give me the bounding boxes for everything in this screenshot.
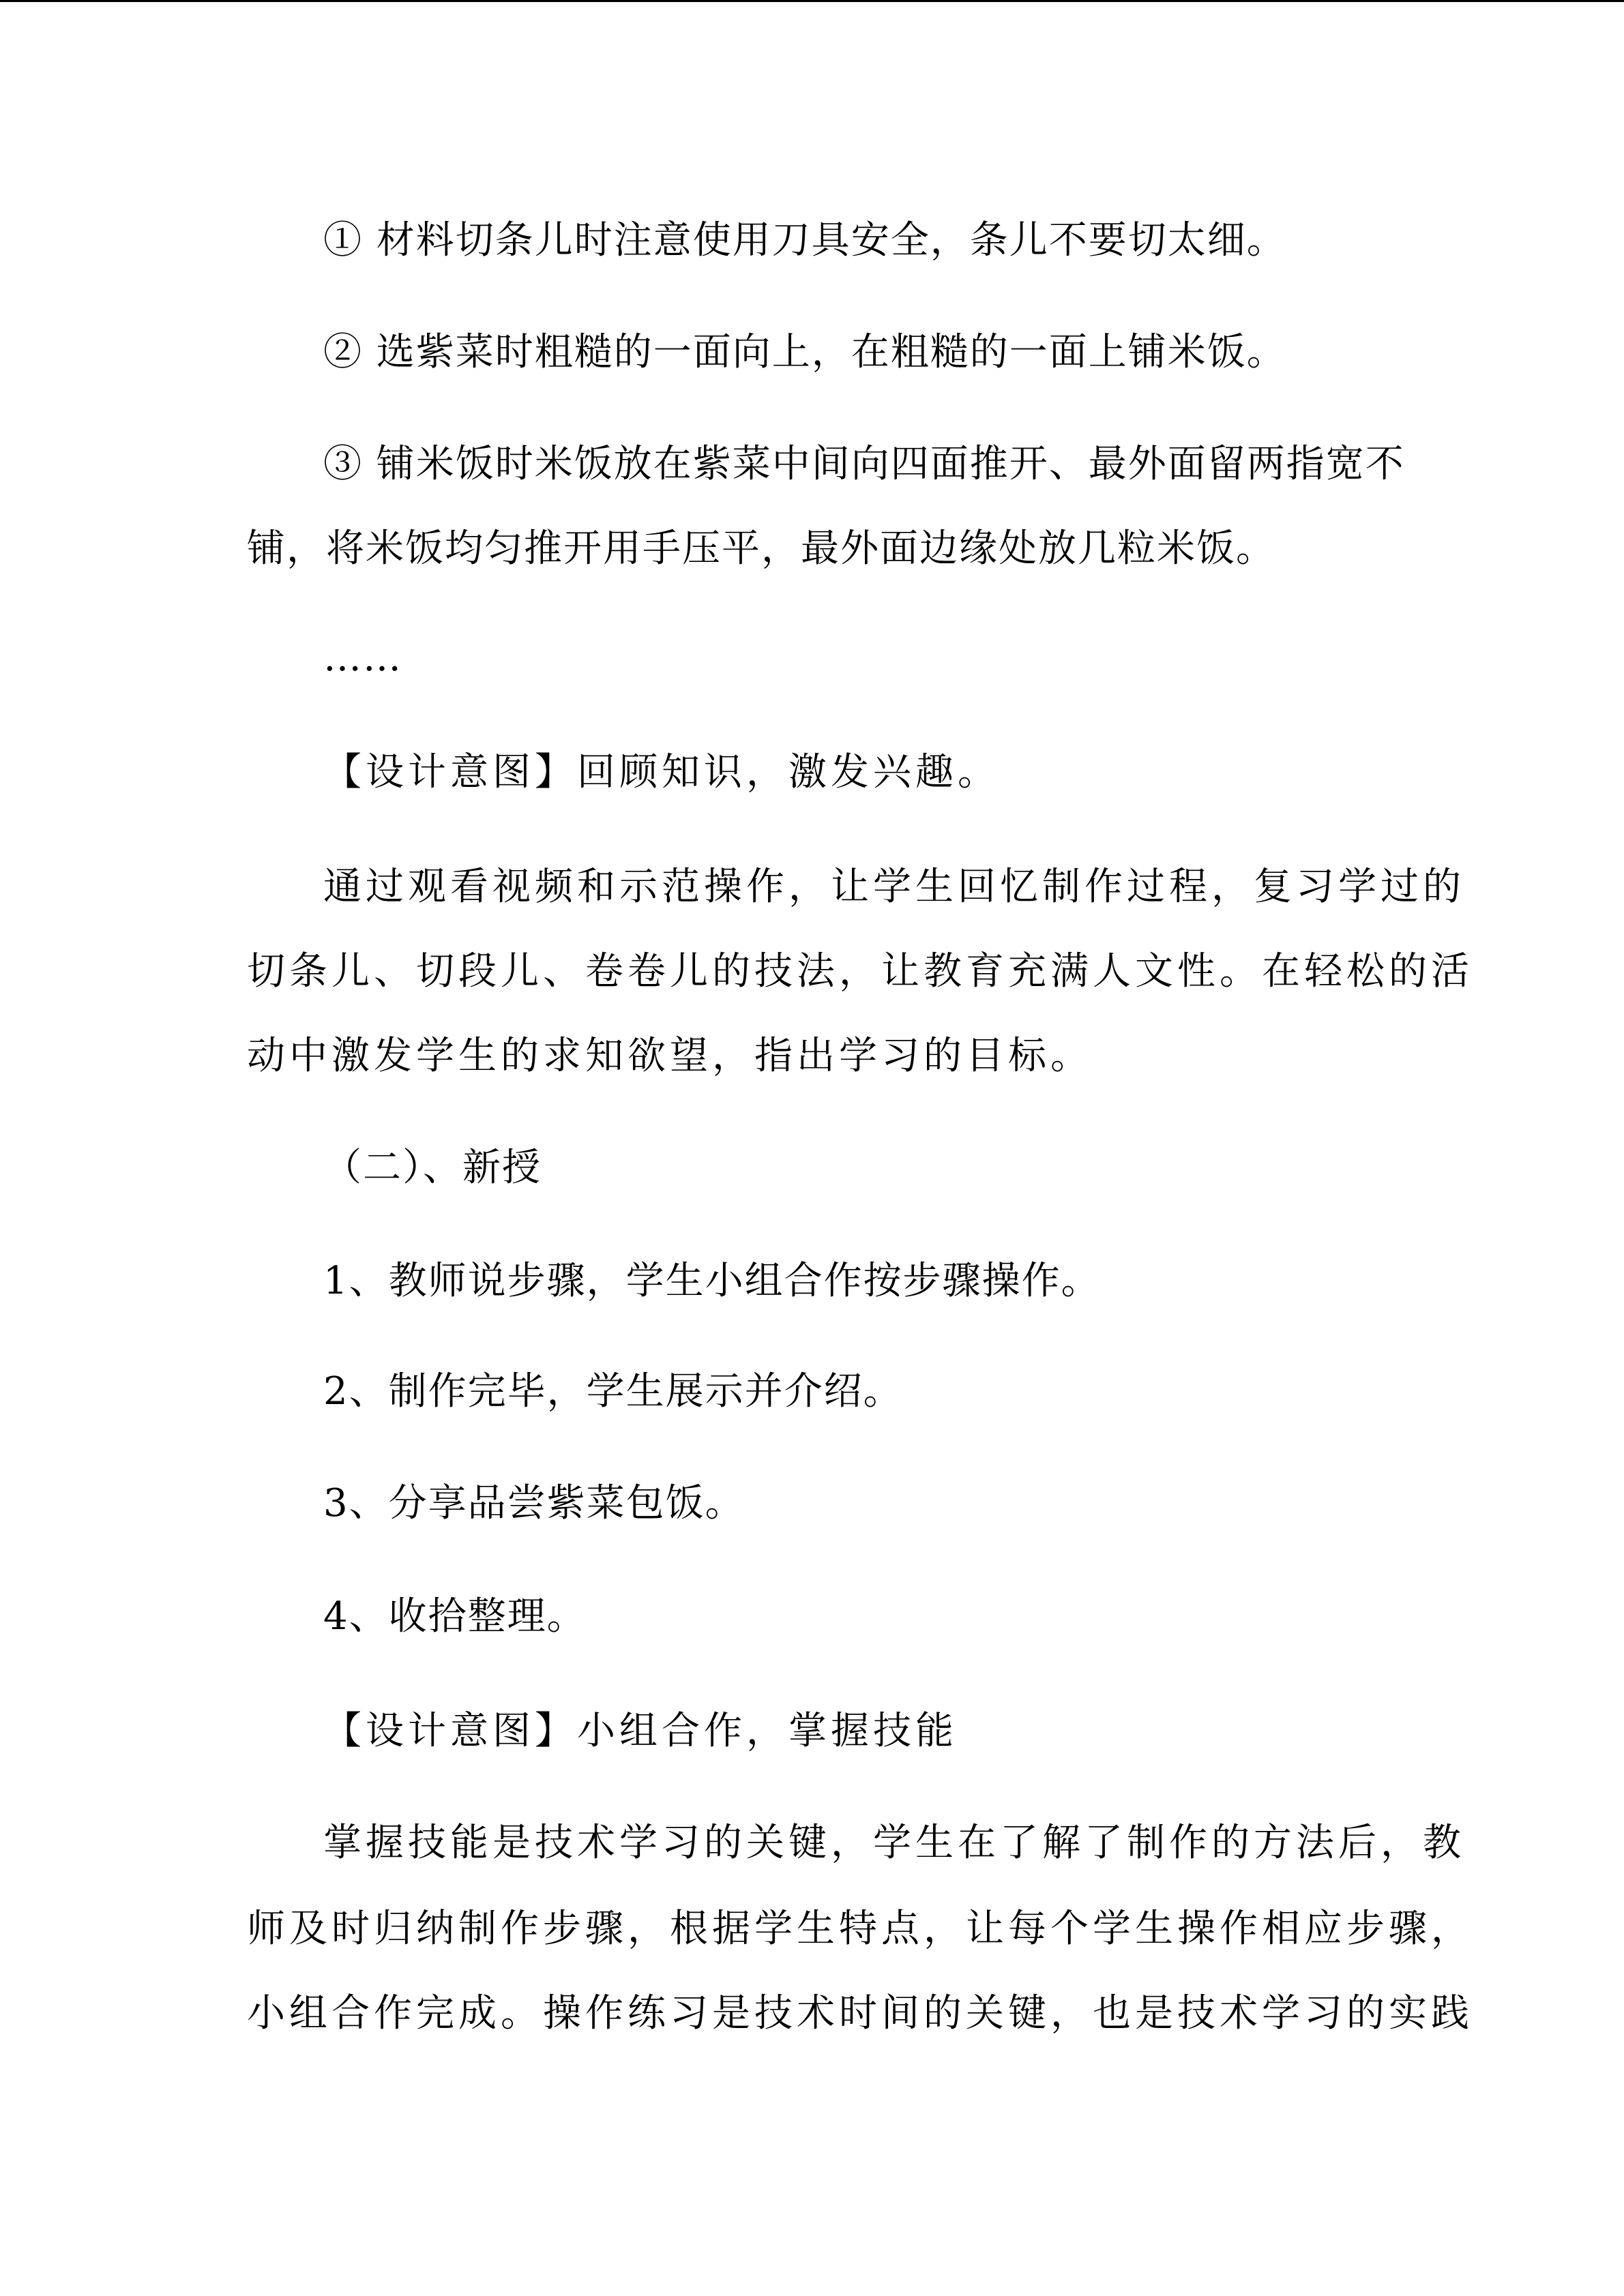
tip-3-line-1: ③ 铺米饭时米饭放在紫菜中间向四面推开、最外面留两指宽不 [323, 442, 1405, 486]
design-intent-1-line-3: 动中激发学生的求知欲望，指出学习的目标。 [247, 1034, 1093, 1078]
section-heading-new-teaching: （二）、新授 [323, 1146, 542, 1190]
tip-3-line-2: 铺，将米饭均匀推开用手压平，最外面边缘处放几粒米饭。 [247, 526, 1275, 571]
design-intent-heading-1: 【设计意图】回顾知识，激发兴趣。 [323, 750, 1000, 794]
design-intent-2-line-3: 小组合作完成。操作练习是技术时间的关键，也是技术学习的实践 [247, 1991, 1473, 2036]
tip-2: ② 选紫菜时粗糙的一面向上，在粗糙的一面上铺米饭。 [323, 330, 1286, 374]
step-4: 4、收拾整理。 [323, 1594, 587, 1639]
step-2: 2、制作完毕，学生展示并介绍。 [323, 1369, 903, 1414]
step-3: 3、分享品尝紫菜包饭。 [323, 1481, 745, 1525]
ellipsis: …… [323, 636, 402, 680]
design-intent-1-line-1: 通过观看视频和示范操作，让学生回忆制作过程，复习学过的 [323, 865, 1465, 909]
page-top-border [0, 0, 1624, 2]
step-1: 1、教师说步骤，学生小组合作按步骤操作。 [323, 1259, 1101, 1303]
design-intent-2-line-1: 掌握技能是技术学习的关键，学生在了解了制作的方法后，教 [323, 1821, 1465, 1865]
design-intent-2-line-2: 师及时归纳制作步骤，根据学生特点，让每个学生操作相应步骤， [247, 1907, 1473, 1951]
design-intent-1-line-2: 切条儿、切段儿、卷卷儿的技法，让教育充满人文性。在轻松的活 [247, 949, 1473, 994]
design-intent-heading-2: 【设计意图】小组合作，掌握技能 [323, 1709, 958, 1753]
tip-1: ① 材料切条儿时注意使用刀具安全，条儿不要切太细。 [323, 218, 1286, 263]
